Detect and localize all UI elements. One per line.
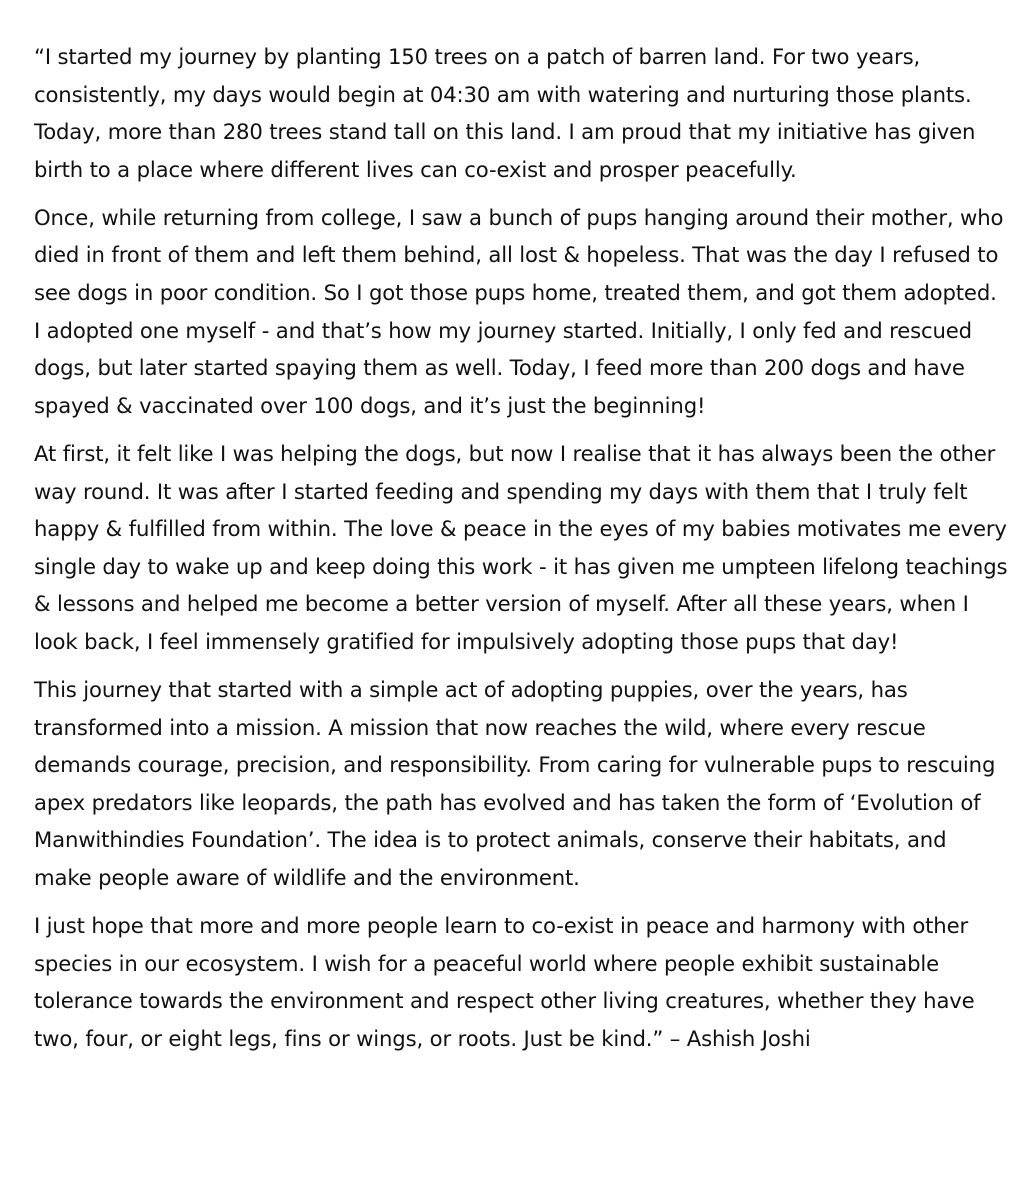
paragraph-reflection: At first, it felt like I was helping the dogs, but now I realise that it has always been the other way round. It was after I started feeding and spending my days with them that I truly felt happy & fulfilled from within. The love & peace in the eyes of my babies motivates me every single day to wake up and keep doing this work - it has given me umpteen lifelong teachings & lessons and helped me become a better version of myself. After all these years, when I look back, I feel immensely gratified for impulsively adopting those pups that day! — [34, 440, 1008, 654]
paragraph-tree-planting: “I started my journey by planting 150 trees on a patch of barren land. For two years, consistently, my days would begin at 04:30 am with watering and nurturing those plants. Today, more than 280 trees stand tall on this land. I am proud that my initiative has given birth to a place where different lives can co-exist and prosper peacefully. — [34, 44, 976, 182]
paragraph-closing-wish: I just hope that more and more people learn to co-exist in peace and harmony with other species in our ecosystem. I wish for a peaceful world where people exhibit sustainable tolerance towards the environment and respect other living creatures, whether they have two, four, or eight legs, fins or wings, or roots. Just be kind.” – Ashish Joshi — [34, 913, 975, 1051]
quote-document — [34, 38, 1009, 1068]
paragraph-rescuing-pups: Once, while returning from college, I saw a bunch of pups hanging around their mother, who died in front of them and left them behind, all lost & hopeless. That was the day I refused to see dogs in poor condition. So I got those pups home, treated them, and got them adopted. I adopted one myself - and that’s how my journey started. Initially, I only fed and rescued dogs, but later started spaying them as well. Today, I feed more than 200 dogs and have spayed & vaccinated over 100 dogs, and it’s just the beginning! — [34, 204, 1004, 418]
paragraph-foundation-mission: This journey that started with a simple act of adopting puppies, over the years, has transformed into a mission. A mission that now reaches the wild, where every rescue demands courage, precision, and responsibility. From caring for vulnerable pups to rescuing apex predators like leopards, the path has evolved and has taken the form of ‘Evolution of Manwithindies Foundation’. The idea is to protect animals, conserve their habitats, and make people aware of wildlife and the environment. — [34, 677, 996, 890]
